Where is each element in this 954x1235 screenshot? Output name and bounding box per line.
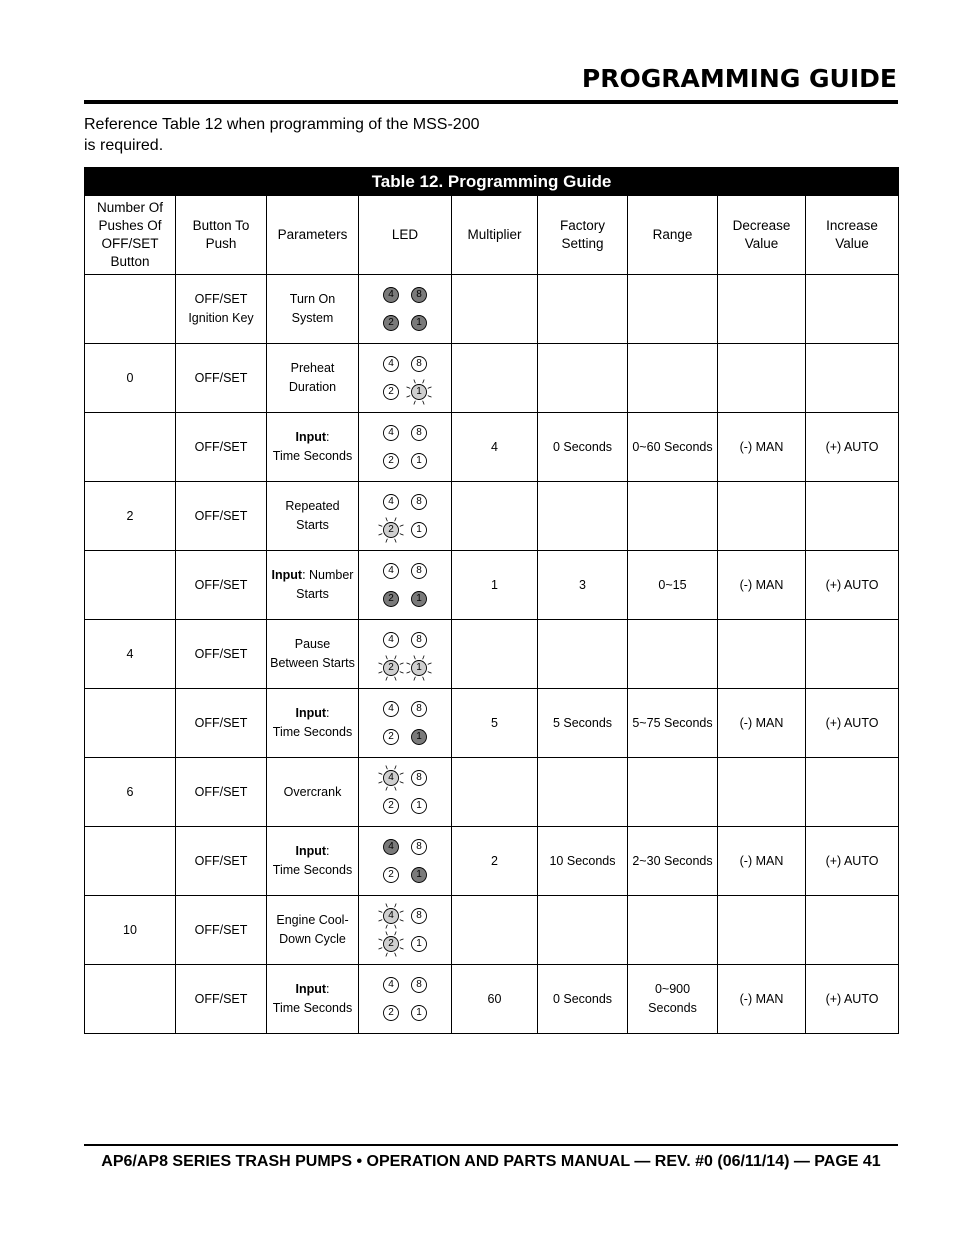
led-1: [405, 861, 433, 889]
table-row: [85, 275, 899, 344]
led-number: 8: [416, 910, 422, 921]
parameters-cell: [267, 758, 359, 827]
multiplier-cell: [452, 758, 538, 827]
led-8: [405, 626, 433, 654]
range-cell: [628, 620, 718, 689]
parameter-line-2: Starts: [296, 518, 329, 532]
led-4: [377, 833, 405, 861]
programming-guide-table-container: [84, 167, 898, 1034]
decrease-value-cell: [718, 758, 806, 827]
multiplier-cell: 2: [452, 827, 538, 896]
led-8: [405, 419, 433, 447]
factory-setting-cell: [538, 482, 628, 551]
led-cell: [359, 620, 452, 689]
parameters-cell: [267, 344, 359, 413]
led-grid: [361, 764, 449, 820]
led-number: 2: [388, 524, 394, 535]
led-number: 1: [416, 317, 422, 328]
multiplier-cell: [452, 344, 538, 413]
led-4: [377, 971, 405, 999]
table-row: [85, 827, 899, 896]
button-label: OFF/SET: [194, 991, 248, 1006]
parameter-text: Engine Cool-: [276, 913, 349, 927]
parameter-line: [269, 635, 356, 654]
pushes-cell: [85, 965, 176, 1034]
led-number: 4: [388, 496, 394, 507]
header-parameters: Parameters: [267, 196, 359, 275]
factory-setting-cell: [538, 344, 628, 413]
range-value: 0~900: [654, 982, 691, 996]
led-number: 8: [416, 772, 422, 783]
pushes-cell: 10: [85, 896, 176, 965]
led-grid: [361, 350, 449, 406]
parameter-line: [269, 980, 356, 999]
led-grid: [361, 419, 449, 475]
led-cell: [359, 482, 452, 551]
programming-guide-table: [84, 167, 899, 1034]
led-2: [377, 309, 405, 337]
parameter-bold: Input: [295, 982, 327, 996]
range-cell: [628, 689, 718, 758]
parameter-text: :: [326, 706, 330, 720]
increase-value-cell: (+) AUTO: [806, 413, 899, 482]
header-factory-setting: Factory Setting: [538, 196, 628, 275]
led-number: 1: [416, 593, 422, 604]
parameter-line-2: Time Seconds: [272, 863, 353, 877]
table-row: [85, 965, 899, 1034]
decrease-value-cell: [718, 620, 806, 689]
led-8: [405, 281, 433, 309]
led-1: [405, 585, 433, 613]
range-value: 2~30 Seconds: [632, 853, 713, 868]
led-number: 2: [388, 1007, 394, 1018]
led-number: 8: [416, 703, 422, 714]
led-number: 2: [388, 869, 394, 880]
led-cell: [359, 896, 452, 965]
led-number: 4: [388, 979, 394, 990]
led-2: [377, 861, 405, 889]
pushes-cell: [85, 413, 176, 482]
led-number: 2: [388, 317, 394, 328]
led-1: [405, 378, 433, 406]
footer-rule: [84, 1144, 898, 1146]
led-number: 1: [416, 1007, 422, 1018]
table-row: [85, 896, 899, 965]
led-number: 8: [416, 496, 422, 507]
led-number: 2: [388, 662, 394, 673]
parameter-text: :: [326, 430, 330, 444]
range-value: 5~75 Seconds: [632, 715, 713, 730]
led-number: 1: [416, 938, 422, 949]
button-to-push-cell: [176, 551, 267, 620]
increase-value-cell: [806, 482, 899, 551]
led-number: 2: [388, 386, 394, 397]
pushes-cell: [85, 551, 176, 620]
parameter-text: :: [326, 844, 330, 858]
pushes-cell: 0: [85, 344, 176, 413]
button-to-push-cell: [176, 620, 267, 689]
parameters-cell: [267, 827, 359, 896]
led-grid: [361, 971, 449, 1027]
led-8: [405, 971, 433, 999]
led-number: 8: [416, 841, 422, 852]
button-to-push-cell: [176, 896, 267, 965]
pushes-cell: [85, 827, 176, 896]
button-label: OFF/SET: [194, 784, 248, 799]
multiplier-cell: 1: [452, 551, 538, 620]
button-to-push-cell: [176, 965, 267, 1034]
table-row: [85, 620, 899, 689]
button-label: OFF/SET: [194, 439, 248, 454]
button-to-push-cell: [176, 758, 267, 827]
led-8: [405, 557, 433, 585]
parameter-line-2: Starts: [296, 587, 329, 601]
parameters-cell: [267, 413, 359, 482]
led-2: [377, 585, 405, 613]
multiplier-cell: [452, 620, 538, 689]
led-cell: [359, 275, 452, 344]
led-1: [405, 516, 433, 544]
led-8: [405, 902, 433, 930]
range-cell: [628, 413, 718, 482]
led-number: 1: [416, 800, 422, 811]
factory-setting-cell: [538, 620, 628, 689]
parameters-cell: [267, 275, 359, 344]
button-label: OFF/SET: [194, 292, 248, 306]
table-body: [85, 275, 899, 1034]
parameter-line-2: Duration: [288, 380, 337, 394]
page-footer: AP6/AP8 SERIES TRASH PUMPS • OPERATION AND PARTS MANUAL — REV. #0 (06/11/14) — PAGE 41: [101, 1153, 881, 1170]
led-2: [377, 930, 405, 958]
led-4: [377, 350, 405, 378]
led-number: 8: [416, 979, 422, 990]
parameter-line: [269, 497, 356, 516]
header-pushes: Number Of Pushes Of OFF/SET Button: [85, 196, 176, 275]
led-1: [405, 309, 433, 337]
parameter-bold: Input: [271, 568, 303, 582]
led-4: [377, 419, 405, 447]
table-header-row: [85, 196, 899, 275]
table-caption: Table 12. Programming Guide: [85, 168, 899, 196]
parameter-line-2: Time Seconds: [272, 725, 353, 739]
led-cell: [359, 689, 452, 758]
button-label: OFF/SET: [194, 577, 248, 592]
parameters-cell: [267, 482, 359, 551]
led-2: [377, 792, 405, 820]
range-cell: [628, 758, 718, 827]
parameter-line: [269, 566, 356, 585]
range-cell: [628, 344, 718, 413]
led-number: 4: [388, 910, 394, 921]
factory-setting-cell: 5 Seconds: [538, 689, 628, 758]
led-8: [405, 764, 433, 792]
led-number: 8: [416, 427, 422, 438]
parameter-text: Overcrank: [283, 784, 342, 799]
parameter-line-2: Time Seconds: [272, 1001, 353, 1015]
multiplier-cell: [452, 896, 538, 965]
header-range: Range: [628, 196, 718, 275]
increase-value-cell: [806, 344, 899, 413]
decrease-value-cell: (-) MAN: [718, 689, 806, 758]
led-number: 2: [388, 593, 394, 604]
parameters-cell: [267, 620, 359, 689]
parameter-text: Pause: [294, 637, 331, 651]
parameters-cell: [267, 551, 359, 620]
led-cell: [359, 551, 452, 620]
factory-setting-cell: [538, 275, 628, 344]
led-4: [377, 626, 405, 654]
increase-value-cell: [806, 896, 899, 965]
parameter-text: : Number: [302, 568, 354, 582]
led-8: [405, 488, 433, 516]
led-2: [377, 723, 405, 751]
led-1: [405, 999, 433, 1027]
factory-setting-cell: 10 Seconds: [538, 827, 628, 896]
increase-value-cell: (+) AUTO: [806, 689, 899, 758]
parameter-line: [269, 290, 356, 309]
led-number: 2: [388, 938, 394, 949]
led-number: 2: [388, 455, 394, 466]
led-1: [405, 654, 433, 682]
led-1: [405, 792, 433, 820]
factory-setting-cell: 0 Seconds: [538, 965, 628, 1034]
led-2: [377, 447, 405, 475]
led-number: 4: [388, 634, 394, 645]
button-to-push-cell: [176, 827, 267, 896]
multiplier-cell: 5: [452, 689, 538, 758]
led-1: [405, 930, 433, 958]
button-label: OFF/SET: [194, 508, 248, 523]
intro-text: Reference Table 12 when programming of the MSS-200 is required.: [84, 116, 480, 154]
pushes-cell: 2: [85, 482, 176, 551]
table-row: [85, 482, 899, 551]
decrease-value-cell: (-) MAN: [718, 965, 806, 1034]
led-grid: [361, 902, 449, 958]
increase-value-cell: (+) AUTO: [806, 965, 899, 1034]
led-8: [405, 833, 433, 861]
parameter-bold: Input: [295, 706, 327, 720]
led-number: 2: [388, 731, 394, 742]
pushes-cell: [85, 689, 176, 758]
led-cell: [359, 413, 452, 482]
pushes-cell: [85, 275, 176, 344]
led-number: 1: [416, 455, 422, 466]
led-number: 4: [388, 772, 394, 783]
led-grid: [361, 626, 449, 682]
page-title: PROGRAMMING GUIDE: [581, 64, 897, 93]
button-to-push-cell: [176, 689, 267, 758]
header-increase-value: Increase Value: [806, 196, 899, 275]
parameter-line: [269, 704, 356, 723]
parameter-bold: Input: [295, 430, 327, 444]
led-number: 1: [416, 731, 422, 742]
header-button-to-push: Button To Push: [176, 196, 267, 275]
factory-setting-cell: [538, 896, 628, 965]
led-grid: [361, 281, 449, 337]
led-2: [377, 999, 405, 1027]
range-cell: [628, 275, 718, 344]
button-label: OFF/SET: [194, 922, 248, 937]
decrease-value-cell: [718, 482, 806, 551]
range-cell: [628, 551, 718, 620]
led-number: 1: [416, 524, 422, 535]
led-number: 8: [416, 289, 422, 300]
multiplier-cell: [452, 275, 538, 344]
multiplier-cell: [452, 482, 538, 551]
led-cell: [359, 965, 452, 1034]
parameter-line-2: Between Starts: [270, 656, 355, 670]
parameters-cell: [267, 896, 359, 965]
led-4: [377, 902, 405, 930]
led-4: [377, 764, 405, 792]
range-cell: [628, 896, 718, 965]
decrease-value-cell: [718, 344, 806, 413]
led-grid: [361, 488, 449, 544]
table-row: [85, 551, 899, 620]
parameter-line: [269, 359, 356, 378]
increase-value-cell: [806, 620, 899, 689]
button-label: OFF/SET: [194, 715, 248, 730]
led-number: 4: [388, 427, 394, 438]
led-2: [377, 516, 405, 544]
led-number: 1: [416, 869, 422, 880]
table-row: [85, 758, 899, 827]
led-number: 1: [416, 386, 422, 397]
parameter-text: Preheat: [290, 361, 335, 375]
parameter-line: [269, 428, 356, 447]
factory-setting-cell: 0 Seconds: [538, 413, 628, 482]
parameters-cell: [267, 965, 359, 1034]
parameter-line: [269, 842, 356, 861]
led-4: [377, 488, 405, 516]
led-number: 4: [388, 841, 394, 852]
button-label: OFF/SET: [194, 370, 248, 385]
parameter-text: Turn On: [289, 292, 336, 306]
decrease-value-cell: [718, 275, 806, 344]
parameter-line-2: Down Cycle: [279, 932, 346, 946]
parameter-text: Repeated: [285, 499, 340, 513]
led-1: [405, 723, 433, 751]
led-8: [405, 695, 433, 723]
header-multiplier: Multiplier: [452, 196, 538, 275]
led-number: 2: [388, 800, 394, 811]
table-row: [85, 344, 899, 413]
led-number: 4: [388, 289, 394, 300]
led-cell: [359, 344, 452, 413]
range-value: 0~60 Seconds: [632, 439, 713, 454]
decrease-value-cell: (-) MAN: [718, 413, 806, 482]
parameter-text: :: [326, 982, 330, 996]
multiplier-cell: 4: [452, 413, 538, 482]
led-4: [377, 695, 405, 723]
multiplier-cell: 60: [452, 965, 538, 1034]
increase-value-cell: (+) AUTO: [806, 827, 899, 896]
led-cell: [359, 758, 452, 827]
led-number: 4: [388, 358, 394, 369]
button-to-push-cell: [176, 275, 267, 344]
led-2: [377, 378, 405, 406]
header-decrease-value: Decrease Value: [718, 196, 806, 275]
button-to-push-cell: [176, 482, 267, 551]
led-number: 8: [416, 634, 422, 645]
led-4: [377, 557, 405, 585]
parameters-cell: [267, 689, 359, 758]
decrease-value-cell: (-) MAN: [718, 827, 806, 896]
button-label: OFF/SET: [194, 646, 248, 661]
factory-setting-cell: [538, 758, 628, 827]
pushes-cell: 6: [85, 758, 176, 827]
range-cell: [628, 482, 718, 551]
range-value: 0~15: [658, 577, 687, 592]
button-to-push-cell: [176, 413, 267, 482]
led-cell: [359, 827, 452, 896]
led-number: 8: [416, 565, 422, 576]
decrease-value-cell: [718, 896, 806, 965]
factory-setting-cell: 3: [538, 551, 628, 620]
led-2: [377, 654, 405, 682]
led-number: 1: [416, 662, 422, 673]
parameter-line: [269, 911, 356, 930]
parameter-line: [269, 783, 356, 802]
pushes-cell: 4: [85, 620, 176, 689]
led-grid: [361, 833, 449, 889]
header-led: LED: [359, 196, 452, 275]
led-8: [405, 350, 433, 378]
parameter-bold: Input: [295, 844, 327, 858]
range-cell: [628, 827, 718, 896]
led-4: [377, 281, 405, 309]
parameter-line-2: System: [291, 311, 334, 325]
parameter-line-2: Time Seconds: [272, 449, 353, 463]
title-rule: [84, 100, 898, 104]
led-number: 4: [388, 703, 394, 714]
led-grid: [361, 695, 449, 751]
range-value-2: Seconds: [648, 1001, 697, 1015]
button-label-2: Ignition Key: [188, 311, 254, 325]
increase-value-cell: [806, 275, 899, 344]
led-1: [405, 447, 433, 475]
increase-value-cell: [806, 758, 899, 827]
increase-value-cell: (+) AUTO: [806, 551, 899, 620]
led-number: 4: [388, 565, 394, 576]
button-label: OFF/SET: [194, 853, 248, 868]
table-row: [85, 413, 899, 482]
table-row: [85, 689, 899, 758]
decrease-value-cell: (-) MAN: [718, 551, 806, 620]
button-to-push-cell: [176, 344, 267, 413]
range-cell: [628, 965, 718, 1034]
led-number: 8: [416, 358, 422, 369]
led-grid: [361, 557, 449, 613]
